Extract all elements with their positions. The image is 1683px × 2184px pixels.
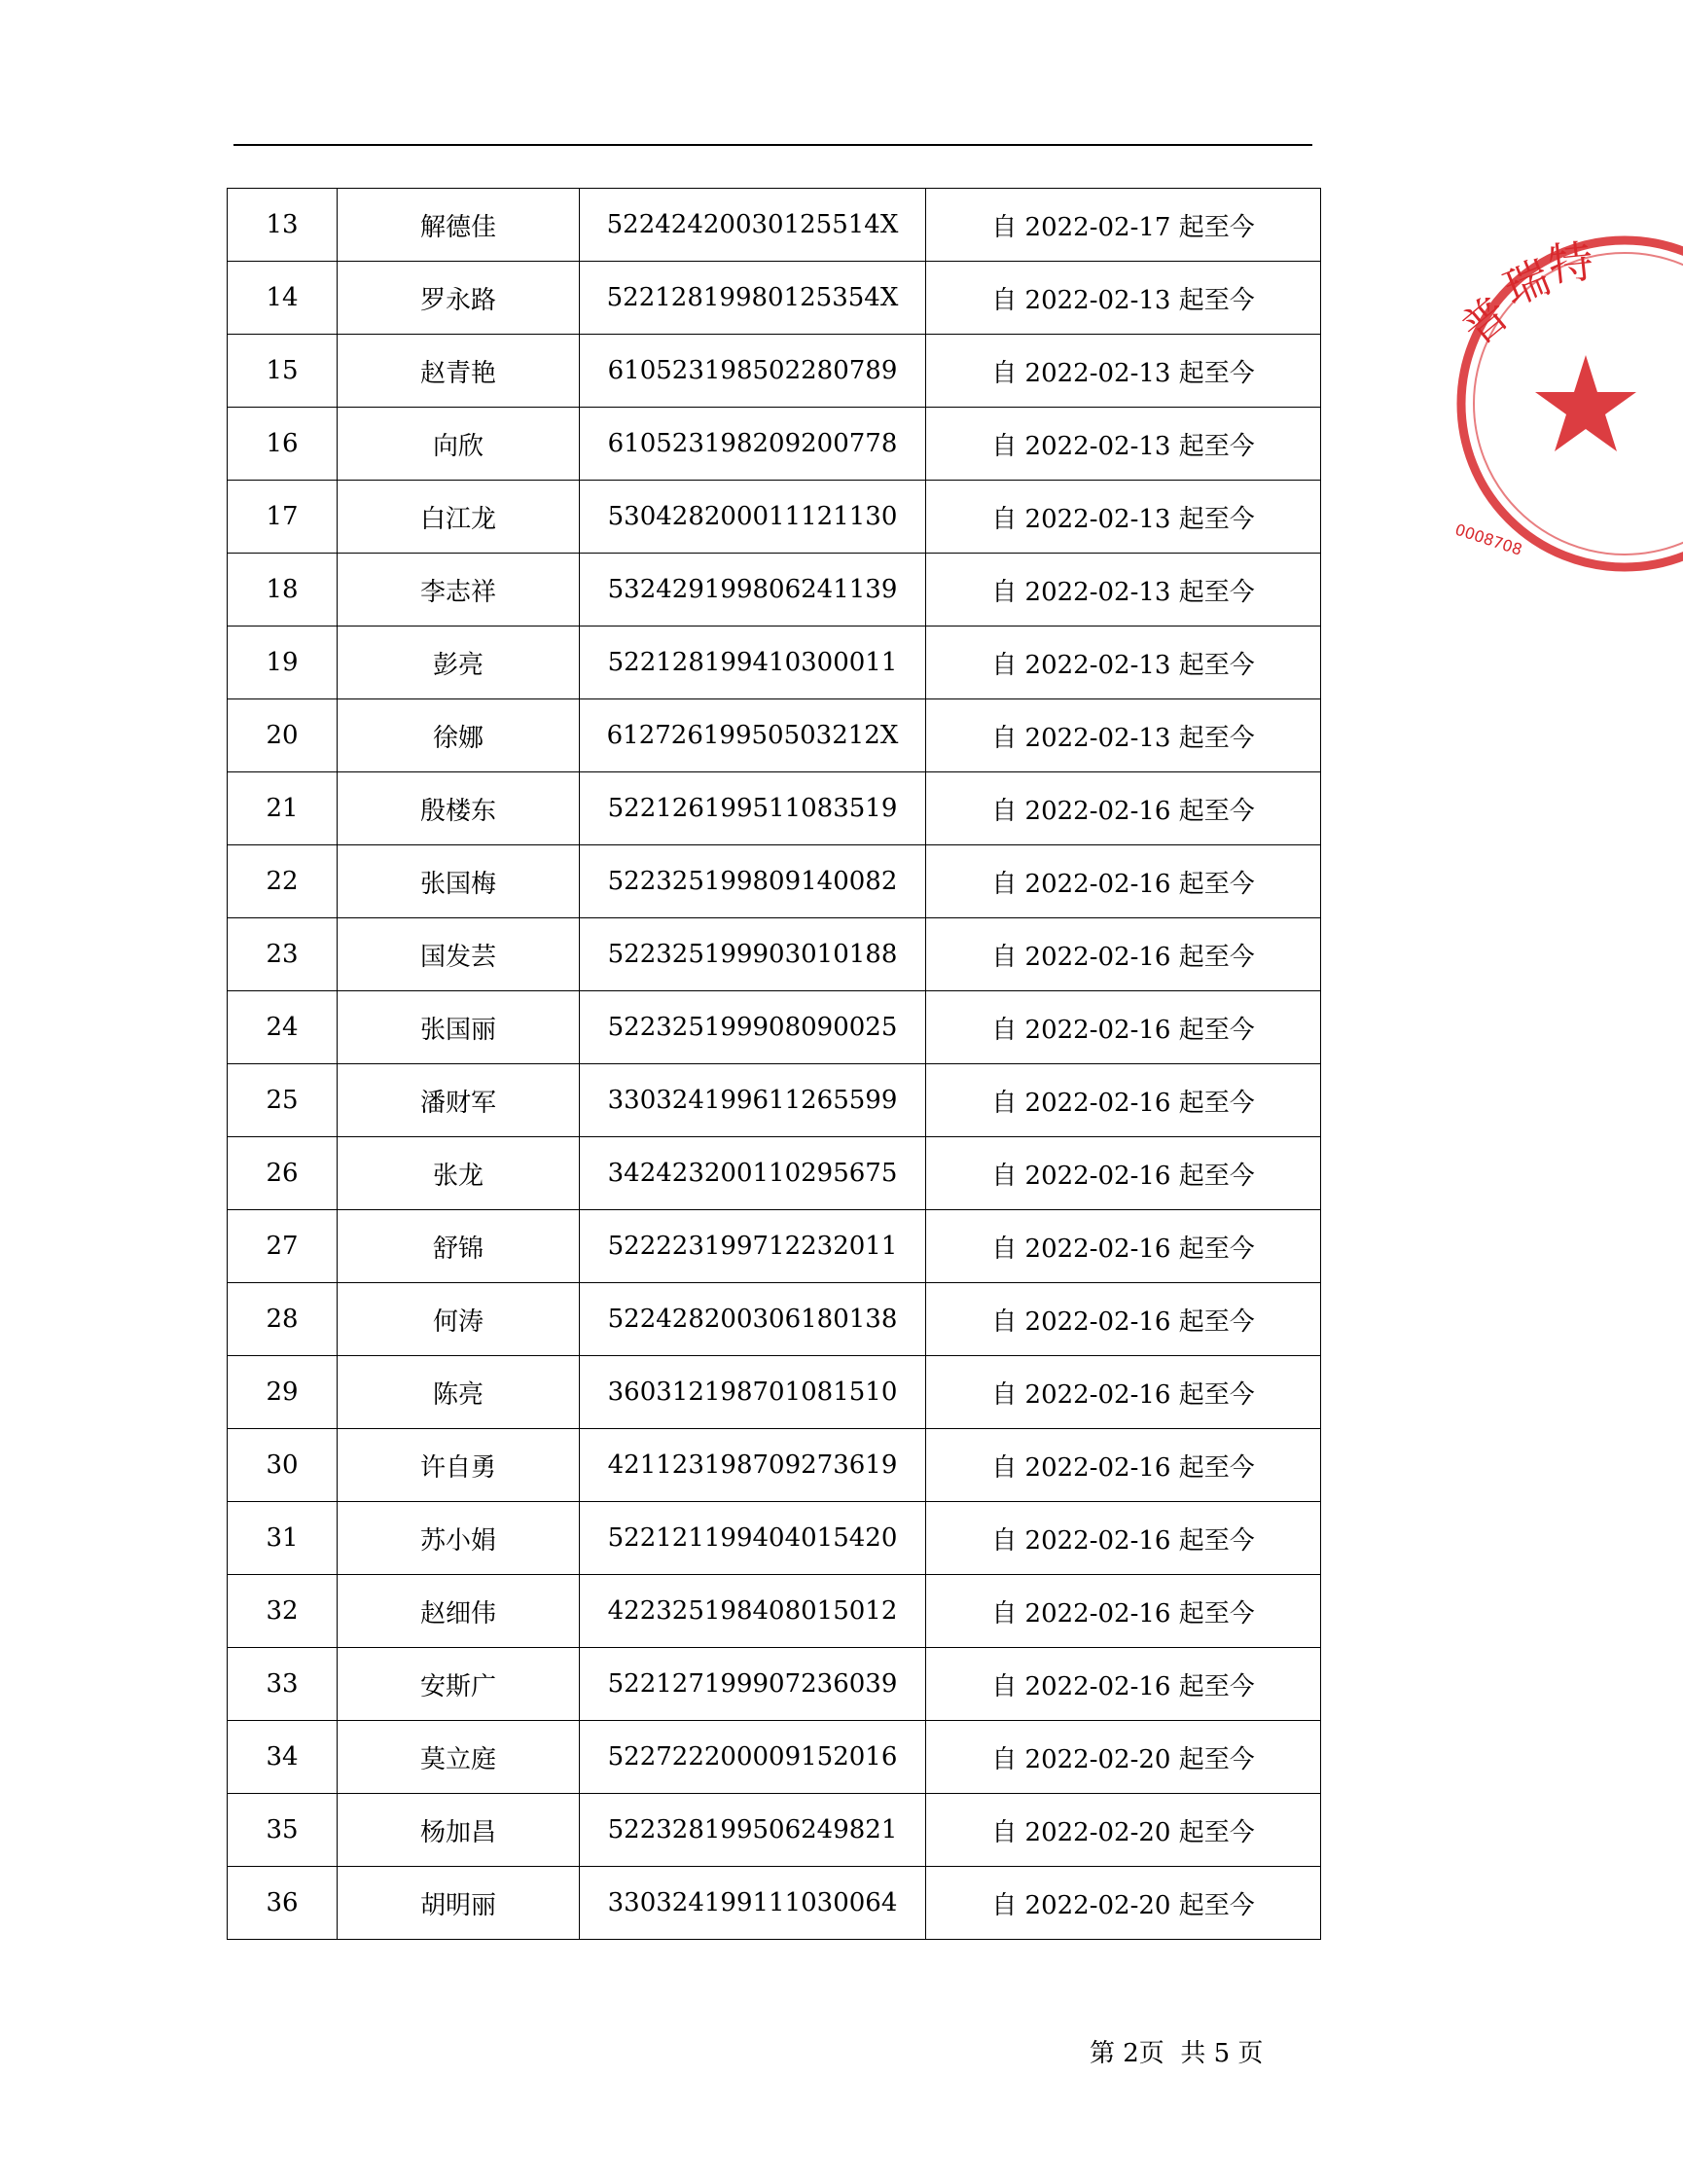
- row-id-number-cell: 522325199809140082: [580, 845, 926, 918]
- company-seal: [1440, 229, 1683, 579]
- row-period-cell: 自 2022-02-20 起至今: [926, 1794, 1321, 1867]
- row-id-number-cell: 330324199611265599: [580, 1064, 926, 1137]
- row-index-cell: 29: [228, 1356, 338, 1429]
- row-period-cell: 自 2022-02-13 起至今: [926, 481, 1321, 554]
- table-row: [228, 1794, 1321, 1867]
- row-period-cell: 自 2022-02-16 起至今: [926, 991, 1321, 1064]
- row-index-cell: 22: [228, 845, 338, 918]
- row-index-cell: 17: [228, 481, 338, 554]
- row-id-number-cell: 522428200306180138: [580, 1283, 926, 1356]
- row-name-cell: 徐娜: [338, 699, 580, 772]
- seal-char-2: 瑞: [1495, 250, 1558, 316]
- table-row: [228, 189, 1321, 262]
- row-name-cell: 殷楼东: [338, 772, 580, 845]
- row-index-cell: 14: [228, 262, 338, 335]
- row-id-number-cell: 532429199806241139: [580, 554, 926, 627]
- table-row: [228, 1283, 1321, 1356]
- row-id-number-cell: 522722200009152016: [580, 1721, 926, 1794]
- table-row: [228, 1721, 1321, 1794]
- row-id-number-cell: 522325199908090025: [580, 991, 926, 1064]
- row-index-cell: 20: [228, 699, 338, 772]
- row-period-cell: 自 2022-02-16 起至今: [926, 1064, 1321, 1137]
- row-id-number-cell: 52212819980125354X: [580, 262, 926, 335]
- row-index-cell: 36: [228, 1867, 338, 1940]
- row-name-cell: 舒锦: [338, 1210, 580, 1283]
- table-row: [228, 1356, 1321, 1429]
- row-period-cell: 自 2022-02-16 起至今: [926, 1283, 1321, 1356]
- row-index-cell: 27: [228, 1210, 338, 1283]
- row-period-cell: 自 2022-02-16 起至今: [926, 1137, 1321, 1210]
- row-id-number-cell: 610523198502280789: [580, 335, 926, 408]
- row-index-cell: 16: [228, 408, 338, 481]
- row-name-cell: 张国丽: [338, 991, 580, 1064]
- seal-serial: 0008708: [1452, 519, 1525, 559]
- row-index-cell: 25: [228, 1064, 338, 1137]
- employee-table: [227, 188, 1321, 1940]
- row-name-cell: 胡明丽: [338, 1867, 580, 1940]
- header-rule: [233, 144, 1312, 146]
- table-row: [228, 772, 1321, 845]
- row-period-cell: 自 2022-02-17 起至今: [926, 189, 1321, 262]
- seal-char-3: 特: [1545, 234, 1596, 292]
- row-period-cell: 自 2022-02-16 起至今: [926, 1429, 1321, 1502]
- table-row: [228, 699, 1321, 772]
- row-name-cell: 苏小娟: [338, 1502, 580, 1575]
- row-name-cell: 陈亮: [338, 1356, 580, 1429]
- row-id-number-cell: 522223199712232011: [580, 1210, 926, 1283]
- table-row: [228, 408, 1321, 481]
- page-number: 第 2页 共 5 页: [1090, 2039, 1264, 2068]
- table-row: [228, 918, 1321, 991]
- row-name-cell: 张龙: [338, 1137, 580, 1210]
- row-period-cell: 自 2022-02-13 起至今: [926, 699, 1321, 772]
- row-id-number-cell: 522328199506249821: [580, 1794, 926, 1867]
- row-period-cell: 自 2022-02-13 起至今: [926, 554, 1321, 627]
- row-name-cell: 赵细伟: [338, 1575, 580, 1648]
- row-id-number-cell: 522128199410300011: [580, 627, 926, 699]
- row-id-number-cell: 421123198709273619: [580, 1429, 926, 1502]
- table-row: [228, 845, 1321, 918]
- row-index-cell: 30: [228, 1429, 338, 1502]
- row-name-cell: 李志祥: [338, 554, 580, 627]
- row-period-cell: 自 2022-02-16 起至今: [926, 1210, 1321, 1283]
- row-name-cell: 国发芸: [338, 918, 580, 991]
- row-name-cell: 彭亮: [338, 627, 580, 699]
- row-period-cell: 自 2022-02-16 起至今: [926, 845, 1321, 918]
- row-period-cell: 自 2022-02-13 起至今: [926, 627, 1321, 699]
- row-period-cell: 自 2022-02-13 起至今: [926, 262, 1321, 335]
- row-period-cell: 自 2022-02-16 起至今: [926, 1648, 1321, 1721]
- row-id-number-cell: 360312198701081510: [580, 1356, 926, 1429]
- table-row: [228, 1648, 1321, 1721]
- table-row: [228, 1575, 1321, 1648]
- row-period-cell: 自 2022-02-16 起至今: [926, 1575, 1321, 1648]
- row-name-cell: 解德佳: [338, 189, 580, 262]
- table-row: [228, 554, 1321, 627]
- table-row: [228, 1502, 1321, 1575]
- row-period-cell: 自 2022-02-20 起至今: [926, 1867, 1321, 1940]
- table-row: [228, 991, 1321, 1064]
- seal-star-icon: [1535, 355, 1636, 451]
- row-index-cell: 21: [228, 772, 338, 845]
- row-name-cell: 罗永路: [338, 262, 580, 335]
- row-index-cell: 18: [228, 554, 338, 627]
- row-index-cell: 19: [228, 627, 338, 699]
- row-index-cell: 26: [228, 1137, 338, 1210]
- row-period-cell: 自 2022-02-16 起至今: [926, 1502, 1321, 1575]
- seal-char-1: 普: [1450, 286, 1520, 356]
- row-index-cell: 35: [228, 1794, 338, 1867]
- row-id-number-cell: 522325199903010188: [580, 918, 926, 991]
- table-row: [228, 1210, 1321, 1283]
- row-name-cell: 莫立庭: [338, 1721, 580, 1794]
- row-name-cell: 向欣: [338, 408, 580, 481]
- table-row: [228, 1137, 1321, 1210]
- table-row: [228, 335, 1321, 408]
- employee-table-body: [228, 189, 1321, 1940]
- table-row: [228, 1064, 1321, 1137]
- row-name-cell: 杨加昌: [338, 1794, 580, 1867]
- row-name-cell: 张国梅: [338, 845, 580, 918]
- row-period-cell: 自 2022-02-20 起至今: [926, 1721, 1321, 1794]
- row-index-cell: 33: [228, 1648, 338, 1721]
- row-index-cell: 15: [228, 335, 338, 408]
- row-id-number-cell: 522121199404015420: [580, 1502, 926, 1575]
- row-name-cell: 白江龙: [338, 481, 580, 554]
- row-id-number-cell: 330324199111030064: [580, 1867, 926, 1940]
- row-period-cell: 自 2022-02-16 起至今: [926, 772, 1321, 845]
- row-period-cell: 自 2022-02-13 起至今: [926, 335, 1321, 408]
- row-period-cell: 自 2022-02-16 起至今: [926, 1356, 1321, 1429]
- row-index-cell: 23: [228, 918, 338, 991]
- table-row: [228, 1867, 1321, 1940]
- row-name-cell: 许自勇: [338, 1429, 580, 1502]
- row-name-cell: 何涛: [338, 1283, 580, 1356]
- row-index-cell: 28: [228, 1283, 338, 1356]
- row-name-cell: 潘财军: [338, 1064, 580, 1137]
- table-row: [228, 262, 1321, 335]
- row-id-number-cell: 342423200110295675: [580, 1137, 926, 1210]
- row-period-cell: 自 2022-02-13 起至今: [926, 408, 1321, 481]
- row-id-number-cell: 52242420030125514X: [580, 189, 926, 262]
- row-id-number-cell: 530428200011121130: [580, 481, 926, 554]
- table-row: [228, 627, 1321, 699]
- row-id-number-cell: 610523198209200778: [580, 408, 926, 481]
- row-index-cell: 34: [228, 1721, 338, 1794]
- row-name-cell: 赵青艳: [338, 335, 580, 408]
- row-index-cell: 13: [228, 189, 338, 262]
- table-row: [228, 481, 1321, 554]
- row-index-cell: 31: [228, 1502, 338, 1575]
- row-index-cell: 24: [228, 991, 338, 1064]
- table-row: [228, 1429, 1321, 1502]
- row-name-cell: 安斯广: [338, 1648, 580, 1721]
- row-index-cell: 32: [228, 1575, 338, 1648]
- row-id-number-cell: 61272619950503212X: [580, 699, 926, 772]
- row-period-cell: 自 2022-02-16 起至今: [926, 918, 1321, 991]
- row-id-number-cell: 422325198408015012: [580, 1575, 926, 1648]
- row-id-number-cell: 522127199907236039: [580, 1648, 926, 1721]
- row-id-number-cell: 522126199511083519: [580, 772, 926, 845]
